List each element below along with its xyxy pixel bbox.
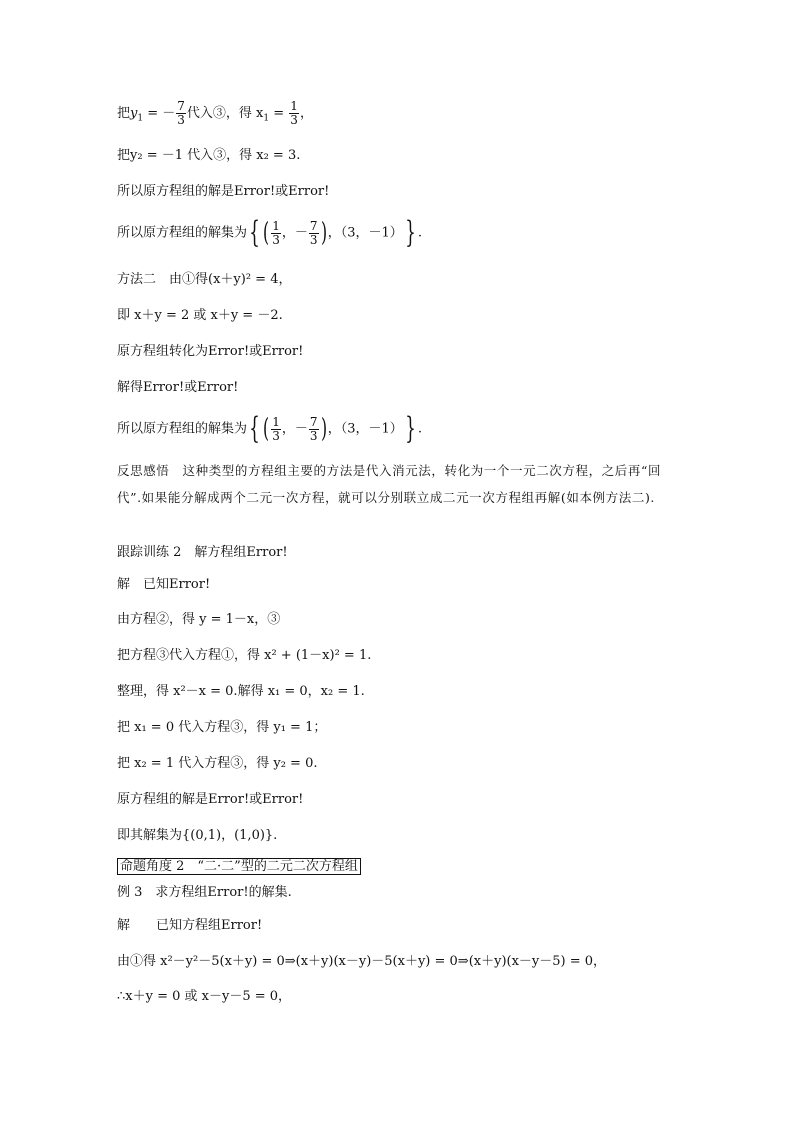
- right-paren: ): [320, 218, 327, 248]
- text-segment: 所以原方程组的解集为: [117, 421, 248, 437]
- left-paren: (: [263, 414, 270, 444]
- step-x1-line: 把 x₁ = 0 代入方程③，得 y₁ = 1；: [117, 720, 327, 735]
- numerator: 7: [309, 414, 318, 429]
- text-segment: 代入③，得 x: [186, 106, 264, 121]
- denominator: 3: [177, 113, 185, 127]
- step-y-line: 由方程②，得 y = 1－x，③: [117, 612, 281, 627]
- method-two-line: 方法二 由①得(x＋y)² = 4，: [117, 272, 292, 287]
- subscript: 1: [263, 113, 270, 124]
- tracking-exercise-line: 跟踪训练 2 解方程组Error!: [117, 545, 288, 560]
- step-x2-line: 把 x₂ = 1 代入方程③，得 y₂ = 0.: [117, 756, 318, 771]
- text-segment: 所以原方程组的解集为: [117, 225, 248, 241]
- substitution-line-1: [117, 100, 313, 127]
- left-brace: {: [249, 411, 260, 446]
- solved-line: 解得Error!或Error!: [117, 380, 239, 395]
- text-segment: ，: [299, 106, 313, 121]
- fraction-7-3: [309, 220, 319, 247]
- substitution-line-2: 把y₂ = －1 代入③，得 x₂ = 3.: [117, 148, 301, 163]
- therefore-line: ∴x＋y = 0 或 x－y－5 = 0，: [117, 989, 292, 1004]
- right-paren: ): [320, 414, 327, 444]
- solution-line-1: 所以原方程组的解是Error!或Error!: [117, 184, 330, 199]
- denominator: 3: [309, 428, 318, 443]
- left-brace: {: [249, 215, 260, 250]
- numerator: 1: [290, 99, 298, 113]
- right-brace: }: [405, 411, 416, 446]
- reflection-paragraph: 反思感悟 这种类型的方程组主要的方法是代入消元法，转化为一个一元二次方程，之后再“回代”.如果能分解成两个二元一次方程，就可以分别联立成二元一次方程组再解(如本例方法二).: [117, 463, 662, 505]
- text-segment: ，－: [281, 225, 308, 241]
- text-segment: ，－: [281, 421, 308, 437]
- denominator: 3: [272, 428, 280, 443]
- step-simplify-line: 整理，得 x²－x = 0.解得 x₁ = 0，x₂ = 1.: [117, 684, 365, 699]
- denominator: 3: [309, 232, 318, 247]
- sum-cases-line: 即 x＋y = 2 或 x＋y = －2.: [117, 308, 283, 323]
- text-segment: ，（3，－1）: [327, 421, 403, 437]
- text-segment: 把: [117, 106, 131, 121]
- denominator: 3: [290, 113, 298, 127]
- numerator: 7: [177, 99, 185, 113]
- fraction-1-3: [289, 100, 299, 127]
- example-3-line: 例 3 求方程组Error!的解集.: [117, 885, 292, 900]
- solution-line-2: 原方程组的解是Error!或Error!: [117, 792, 304, 807]
- topic-heading: [117, 858, 361, 875]
- numerator: 1: [272, 414, 280, 429]
- fraction-1-3: [271, 220, 281, 247]
- text-segment: =: [269, 106, 289, 121]
- denominator: 3: [272, 232, 280, 247]
- fraction-7-3: [309, 416, 319, 443]
- text-segment: = －: [143, 106, 176, 121]
- factorization-line: 由①得 x²－y²－5(x＋y) = 0⇒(x＋y)(x－y)－5(x＋y) = 0⇒(x＋y)(x－y－5) = 0，: [117, 954, 607, 969]
- solution-set-line-1: 所以原方程组的解集为{ ( $\frac{1}{3}$ ，－ $\frac{7}{3}$ )，（3，－1）} .: [117, 215, 422, 250]
- converted-system-line: 原方程组转化为Error!或Error!: [117, 344, 304, 359]
- fraction-1-3: [271, 416, 281, 443]
- topic-heading-box: 命题角度 2 “二·二”型的二元二次方程组: [117, 858, 361, 875]
- fraction-7-3: [176, 100, 186, 127]
- right-brace: }: [405, 215, 416, 250]
- solution-set-line-2: 所以原方程组的解集为{ ( $\frac{1}{3}$ ，－ $\frac{7}{3}$ )，（3，－1）} .: [117, 411, 422, 446]
- answer-known-line-2: 解 已知方程组Error!: [117, 918, 263, 933]
- var-y: y: [130, 106, 138, 121]
- step-substitute-line: 把方程③代入方程①，得 x² + (1－x)² = 1.: [117, 648, 372, 663]
- text-segment: ，（3，－1）: [327, 225, 403, 241]
- numerator: 7: [309, 218, 318, 233]
- left-paren: (: [263, 218, 270, 248]
- numerator: 1: [272, 218, 280, 233]
- answer-known-line: 解 已知Error!: [117, 577, 211, 592]
- subscript: 1: [137, 113, 144, 124]
- solution-set-line-3: 即其解集为{(0,1)，(1,0)}.: [117, 828, 278, 843]
